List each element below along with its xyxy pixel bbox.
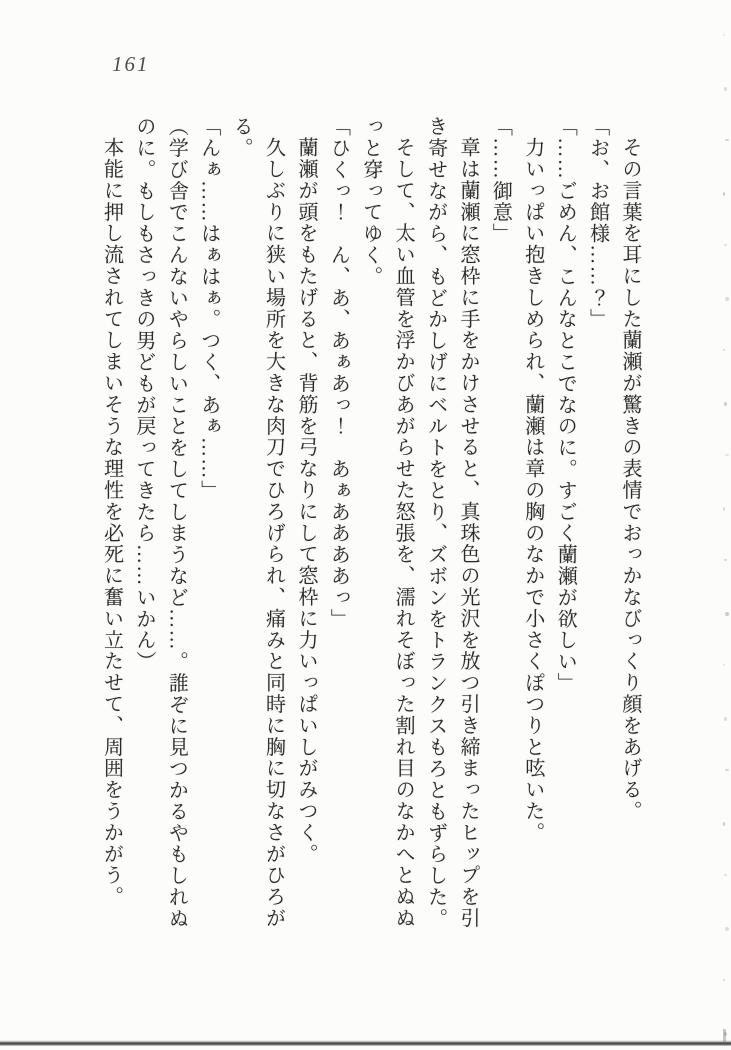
text-line: 力いっぱい抱きしめられ、蘭瀬は章の胸のなかで小さくぽつりと呟いた。 (521, 137, 544, 844)
scan-noise-speck (724, 402, 727, 406)
text-line: 本能に押し流されてしまいそうな理性を必死に奮い立たせて、周囲をうかがう。 (100, 137, 123, 908)
text-line: （学び舎でこんないやらしいことをしてしまうなど……。誰ぞに見つかるやもしれぬ (165, 116, 188, 930)
scan-noise-speck (725, 297, 729, 301)
text-line: そして、太い血管を浮かびあがらせた怒張を、濡れそぼった割れ目のなかへとぬぬ (392, 137, 415, 929)
scan-noise-speck (723, 822, 725, 826)
scan-noise-speck (723, 349, 725, 351)
scan-noise-speck (725, 139, 729, 141)
scan-noise-speck (723, 664, 725, 666)
scan-noise-speck (724, 874, 727, 876)
text-line: る。 (230, 116, 253, 159)
scan-noise-speck (723, 192, 725, 196)
scan-noise-speck (723, 507, 725, 511)
scan-noise-speck (724, 87, 727, 91)
scan-corner-mark (723, 1029, 726, 1042)
text-line: 蘭瀬が頭をもたげると、背筋を弓なりにして窓枠に力いっぱいしがみつく。 (294, 137, 317, 865)
page-number: 161 (112, 52, 150, 76)
scan-edge-line (0, 1040, 731, 1046)
text-line: き寄せながら、もどかしげにベルトをとり、ズボンをトランクスもろともずらした。 (424, 116, 447, 930)
body-text (95, 116, 646, 940)
scan-noise-speck (725, 612, 729, 616)
scan-noise-speck (725, 769, 729, 771)
text-line: 久しぶりに狭い場所を大きな肉刀でひろげられ、痛みと同時に胸に切なさがひろが (262, 137, 285, 929)
text-line: その言葉を耳にした蘭瀬が驚きの表情でおっかなびっくり顔をあげる。 (619, 137, 641, 822)
scan-noise-speck (725, 454, 729, 456)
scan-noise-speck (723, 34, 725, 36)
scan-noise-speck (724, 1032, 727, 1036)
text-line: 「……御意」 (489, 116, 512, 245)
text-line: 「んぁ……はぁはぁ。つく、あぁ……」 (197, 116, 220, 502)
scan-noise-speck (723, 979, 725, 981)
scan-noise-speck (724, 559, 727, 561)
scan-noise-speck (725, 927, 729, 931)
text-line: 「お、お館様……？」 (586, 116, 609, 330)
text-line: 「……ごめん、こんなとこでなのに。すごく蘭瀬が欲しい」 (554, 116, 577, 694)
text-line: 章は蘭瀬に窓枠に手をかけさせると、真珠色の光沢を放つ引き締まったヒップを引 (456, 137, 479, 929)
scan-noise-speck (724, 244, 727, 246)
scan-noise-speck (724, 717, 727, 721)
text-line: っと穿ってゆく。 (359, 116, 382, 288)
text-line: のに。もしもさっきの男どもが戻ってきたら……いかん） (132, 116, 155, 673)
text-line: 「ひくっ！ ん、あ、あぁあっ！ あぁああああっ」 (327, 116, 350, 630)
